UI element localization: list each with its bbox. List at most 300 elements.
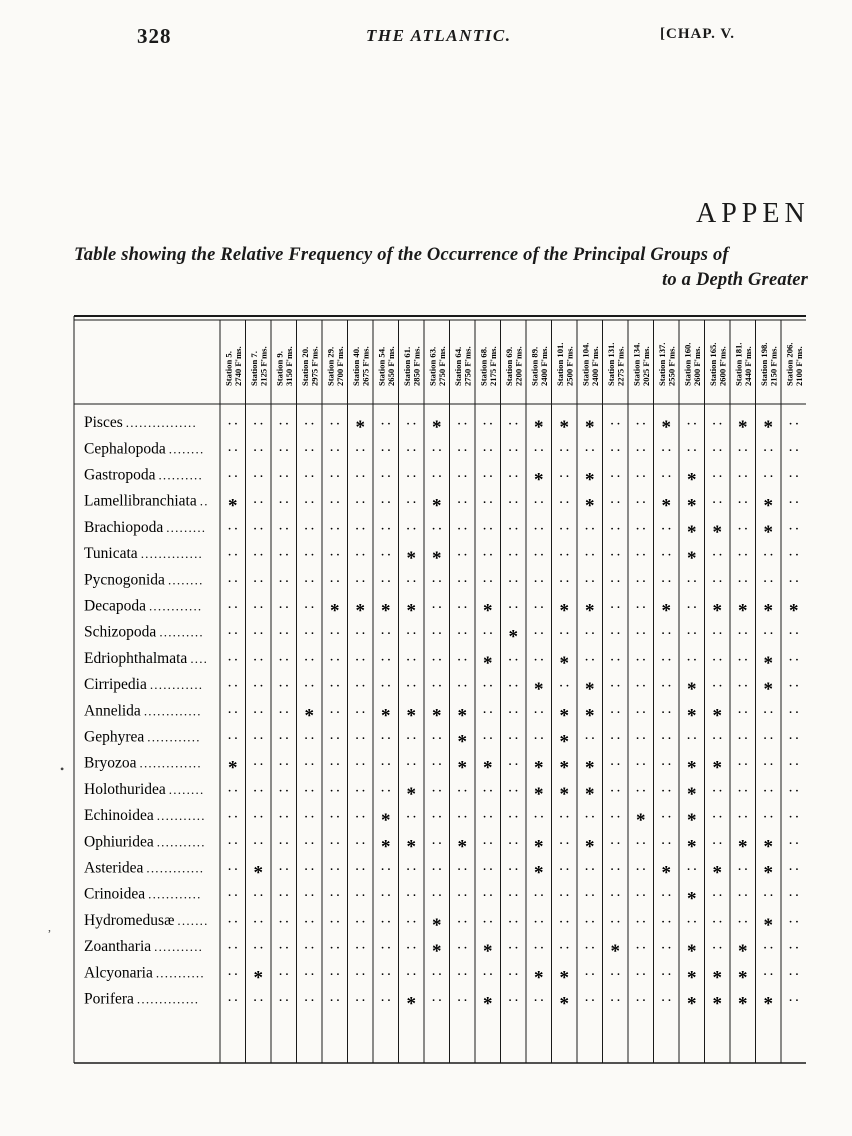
absence-dots: · · (788, 942, 799, 955)
absence-dots: · · (380, 627, 391, 640)
absence-dots: · · (635, 706, 646, 719)
absence-dots: · · (482, 863, 493, 876)
absence-dots: · · (788, 811, 799, 824)
absence-dots: · · (584, 522, 595, 535)
absence-dots: · · (635, 680, 646, 693)
leader-dots: .......... (158, 467, 203, 483)
absence-dots: · · (712, 575, 723, 588)
absence-dots: · · (355, 915, 366, 928)
occurrence-star: * (534, 469, 544, 491)
absence-dots: · · (584, 444, 595, 457)
absence-dots: · · (559, 889, 570, 902)
leader-dots: ............ (148, 598, 203, 614)
row-group-label: Decapoda (84, 597, 146, 615)
absence-dots: · · (661, 680, 672, 693)
occurrence-star: * (559, 705, 569, 727)
absence-dots: · · (329, 522, 340, 535)
absence-dots: · · (482, 522, 493, 535)
absence-dots: · · (355, 444, 366, 457)
station-depth: 2200 F'ms. (513, 346, 524, 386)
leader-dots: ........ (168, 441, 205, 457)
absence-dots: · · (482, 627, 493, 640)
leader-dots: ........ (167, 572, 204, 588)
absence-dots: · · (431, 601, 442, 614)
absence-dots: · · (380, 470, 391, 483)
absence-dots: · · (227, 653, 238, 666)
absence-dots: · · (559, 496, 570, 509)
absence-dots: · · (737, 915, 748, 928)
absence-dots: · · (380, 680, 391, 693)
absence-dots: · · (329, 680, 340, 693)
absence-dots: · · (355, 863, 366, 876)
absence-dots: · · (253, 444, 264, 457)
absence-dots: · · (508, 732, 519, 745)
occurrence-star: * (687, 548, 697, 570)
absence-dots: · · (635, 470, 646, 483)
absence-dots: · · (584, 942, 595, 955)
absence-dots: · · (431, 444, 442, 457)
occurrence-star: * (661, 600, 671, 622)
absence-dots: · · (304, 522, 315, 535)
absence-dots: · · (584, 653, 595, 666)
occurrence-star: * (534, 783, 544, 805)
absence-dots: · · (610, 680, 621, 693)
absence-dots: · · (380, 968, 391, 981)
occurrence-star: * (687, 705, 697, 727)
absence-dots: · · (737, 889, 748, 902)
absence-dots: · · (278, 863, 289, 876)
absence-dots: · · (406, 732, 417, 745)
absence-dots: · · (508, 915, 519, 928)
occurrence-star: * (712, 705, 722, 727)
occurrence-star: * (738, 836, 748, 858)
absence-dots: · · (457, 811, 468, 824)
absence-dots: · · (304, 758, 315, 771)
absence-dots: · · (355, 496, 366, 509)
absence-dots: · · (304, 627, 315, 640)
absence-dots: · · (788, 837, 799, 850)
absence-dots: · · (482, 496, 493, 509)
absence-dots: · · (227, 968, 238, 981)
absence-dots: · · (635, 863, 646, 876)
station-label: Station 64. (452, 346, 463, 386)
absence-dots: · · (661, 784, 672, 797)
absence-dots: · · (559, 627, 570, 640)
absence-dots: · · (253, 601, 264, 614)
absence-dots: · · (406, 418, 417, 431)
station-depth: 2175 F'ms. (487, 346, 498, 386)
station-label: Station 134. (631, 342, 642, 386)
absence-dots: · · (661, 968, 672, 981)
occurrence-star: * (763, 652, 773, 674)
absence-dots: · · (278, 575, 289, 588)
station-depth: 2675 F'ms. (360, 346, 371, 386)
margin-mark: • (60, 762, 65, 776)
absence-dots: · · (737, 549, 748, 562)
row-group-label: Annelida (84, 702, 141, 720)
absence-dots: · · (278, 470, 289, 483)
absence-dots: · · (712, 680, 723, 693)
absence-dots: · · (329, 627, 340, 640)
absence-dots: · · (737, 732, 748, 745)
occurrence-star: * (406, 783, 416, 805)
occurrence-star: * (559, 600, 569, 622)
absence-dots: · · (763, 968, 774, 981)
absence-dots: · · (737, 627, 748, 640)
absence-dots: · · (304, 915, 315, 928)
absence-dots: · · (304, 601, 315, 614)
absence-dots: · · (278, 811, 289, 824)
station-depth: 2100 F'ms. (793, 346, 804, 386)
station-depth: 2550 F'ms. (666, 346, 677, 386)
occurrence-star: * (534, 836, 544, 858)
absence-dots: · · (355, 549, 366, 562)
station-label: Station 54. (376, 346, 387, 386)
absence-dots: · · (584, 915, 595, 928)
occurrence-star: * (253, 862, 263, 884)
occurrence-star: * (228, 757, 238, 779)
absence-dots: · · (304, 863, 315, 876)
absence-dots: · · (457, 575, 468, 588)
absence-dots: · · (610, 522, 621, 535)
absence-dots: · · (635, 418, 646, 431)
absence-dots: · · (355, 968, 366, 981)
absence-dots: · · (533, 444, 544, 457)
absence-dots: · · (406, 496, 417, 509)
occurrence-star: * (457, 731, 467, 753)
occurrence-star: * (763, 521, 773, 543)
occurrence-star: * (687, 836, 697, 858)
table-caption-line-2: to a Depth Greater (662, 270, 808, 290)
absence-dots: · · (686, 601, 697, 614)
absence-dots: · · (329, 732, 340, 745)
absence-dots: · · (304, 889, 315, 902)
absence-dots: · · (686, 444, 697, 457)
absence-dots: · · (431, 837, 442, 850)
absence-dots: · · (482, 575, 493, 588)
absence-dots: · · (329, 837, 340, 850)
absence-dots: · · (737, 706, 748, 719)
absence-dots: · · (788, 994, 799, 1007)
occurrence-star: * (687, 495, 697, 517)
absence-dots: · · (712, 732, 723, 745)
absence-dots: · · (533, 994, 544, 1007)
absence-dots: · · (278, 444, 289, 457)
occurrence-star: * (406, 705, 416, 727)
occurrence-star: * (610, 941, 620, 963)
absence-dots: · · (406, 889, 417, 902)
absence-dots: · · (406, 863, 417, 876)
station-label: Station 181. (733, 342, 744, 386)
absence-dots: · · (559, 863, 570, 876)
absence-dots: · · (635, 758, 646, 771)
absence-dots: · · (661, 522, 672, 535)
absence-dots: · · (533, 496, 544, 509)
absence-dots: · · (635, 627, 646, 640)
absence-dots: · · (610, 706, 621, 719)
occurrence-star: * (432, 417, 442, 439)
station-depth: 2500 F'ms. (564, 346, 575, 386)
absence-dots: · · (712, 549, 723, 562)
absence-dots: · · (661, 706, 672, 719)
absence-dots: · · (763, 784, 774, 797)
absence-dots: · · (508, 522, 519, 535)
absence-dots: · · (380, 444, 391, 457)
absence-dots: · · (584, 575, 595, 588)
absence-dots: · · (355, 522, 366, 535)
absence-dots: · · (788, 496, 799, 509)
row-group-label: Cirripedia (84, 676, 147, 694)
station-label: Station 29. (325, 346, 336, 386)
occurrence-star: * (763, 836, 773, 858)
running-title: THE ATLANTIC. (366, 26, 512, 45)
station-depth: 2400 F'ms. (538, 346, 549, 386)
absence-dots: · · (355, 575, 366, 588)
leader-dots: ............. (143, 703, 202, 719)
absence-dots: · · (227, 942, 238, 955)
absence-dots: · · (686, 915, 697, 928)
leader-dots: .............. (140, 546, 203, 562)
absence-dots: · · (304, 784, 315, 797)
occurrence-star: * (585, 783, 595, 805)
absence-dots: · · (584, 994, 595, 1007)
absence-dots: · · (482, 915, 493, 928)
absence-dots: · · (380, 549, 391, 562)
absence-dots: · · (227, 418, 238, 431)
row-group-label: Schizopoda (84, 623, 157, 641)
absence-dots: · · (482, 784, 493, 797)
absence-dots: · · (380, 732, 391, 745)
row-group-label: Zoantharia (84, 938, 152, 956)
absence-dots: · · (278, 784, 289, 797)
leader-dots: .... (190, 650, 209, 666)
absence-dots: · · (227, 706, 238, 719)
occurrence-star: * (763, 417, 773, 439)
leader-dots: ................ (125, 415, 197, 431)
station-depth: 2740 F'ms. (232, 346, 243, 386)
absence-dots: · · (278, 601, 289, 614)
occurrence-star: * (738, 600, 748, 622)
table-caption-line-1: Table showing the Relative Frequency of the Occurrence of the Principal Groups of (74, 245, 729, 265)
station-depth: 2150 F'ms. (768, 346, 779, 386)
absence-dots: · · (406, 680, 417, 693)
occurrence-star: * (330, 600, 340, 622)
absence-dots: · · (763, 549, 774, 562)
absence-dots: · · (610, 915, 621, 928)
absence-dots: · · (737, 811, 748, 824)
occurrence-star: * (738, 941, 748, 963)
absence-dots: · · (635, 444, 646, 457)
absence-dots: · · (712, 837, 723, 850)
row-group-label: Cephalopoda (84, 440, 166, 458)
occurrence-star: * (432, 548, 442, 570)
absence-dots: · · (788, 915, 799, 928)
absence-dots: · · (482, 418, 493, 431)
occurrence-star: * (738, 967, 748, 989)
absence-dots: · · (610, 470, 621, 483)
station-label: Station 89. (529, 346, 540, 386)
occurrence-star: * (585, 417, 595, 439)
absence-dots: · · (610, 837, 621, 850)
row-group-label: Echinoidea (84, 807, 154, 825)
station-label: Station 20. (299, 346, 310, 386)
absence-dots: · · (508, 496, 519, 509)
absence-dots: · · (737, 680, 748, 693)
absence-dots: · · (533, 627, 544, 640)
station-depth: 2600 F'ms. (691, 346, 702, 386)
absence-dots: · · (559, 942, 570, 955)
absence-dots: · · (253, 758, 264, 771)
station-label: Station 160. (682, 342, 693, 386)
absence-dots: · · (406, 758, 417, 771)
absence-dots: · · (763, 575, 774, 588)
leader-dots: ............ (148, 886, 202, 902)
occurrence-star: * (585, 705, 595, 727)
row-group-label: Holothuridea (84, 780, 166, 798)
absence-dots: · · (635, 968, 646, 981)
absence-dots: · · (661, 549, 672, 562)
station-label: Station 40. (350, 346, 361, 386)
absence-dots: · · (686, 732, 697, 745)
occurrence-star: * (304, 705, 314, 727)
leader-dots: ............ (147, 729, 201, 745)
occurrence-star: * (687, 967, 697, 989)
appendix-heading: APPEN (696, 198, 810, 229)
absence-dots: · · (329, 915, 340, 928)
absence-dots: · · (457, 653, 468, 666)
occurrence-star: * (559, 967, 569, 989)
absence-dots: · · (763, 889, 774, 902)
station-label: Station 5. (223, 351, 234, 386)
absence-dots: · · (253, 575, 264, 588)
absence-dots: · · (737, 470, 748, 483)
leader-dots: ....... (177, 912, 209, 928)
absence-dots: · · (508, 811, 519, 824)
station-depth: 2025 F'ms. (640, 346, 651, 386)
occurrence-star: * (763, 914, 773, 936)
station-depth: 2440 F'ms. (742, 346, 753, 386)
absence-dots: · · (406, 522, 417, 535)
occurrence-star: * (763, 862, 773, 884)
absence-dots: · · (788, 758, 799, 771)
absence-dots: · · (457, 444, 468, 457)
absence-dots: · · (635, 575, 646, 588)
absence-dots: · · (406, 942, 417, 955)
absence-dots: · · (304, 942, 315, 955)
row-group-label: Bryozoa (84, 754, 137, 772)
absence-dots: · · (431, 680, 442, 693)
row-group-label: Crinoidea (84, 885, 146, 903)
station-depth: 2750 F'ms. (436, 346, 447, 386)
station-depth: 2125 F'ms. (258, 346, 269, 386)
station-label: Station 101. (554, 342, 565, 386)
absence-dots: · · (329, 811, 340, 824)
absence-dots: · · (457, 601, 468, 614)
absence-dots: · · (635, 942, 646, 955)
absence-dots: · · (737, 496, 748, 509)
absence-dots: · · (559, 575, 570, 588)
absence-dots: · · (304, 444, 315, 457)
absence-dots: · · (304, 653, 315, 666)
absence-dots: · · (304, 549, 315, 562)
absence-dots: · · (610, 601, 621, 614)
absence-dots: · · (406, 470, 417, 483)
absence-dots: · · (763, 627, 774, 640)
absence-dots: · · (584, 732, 595, 745)
absence-dots: · · (788, 653, 799, 666)
absence-dots: · · (227, 994, 238, 1007)
absence-dots: · · (788, 680, 799, 693)
absence-dots: · · (227, 837, 238, 850)
absence-dots: · · (278, 942, 289, 955)
absence-dots: · · (329, 784, 340, 797)
absence-dots: · · (457, 994, 468, 1007)
occurrence-star: * (432, 914, 442, 936)
row-group-label: Asteridea (84, 859, 144, 877)
leader-dots: .. (199, 493, 209, 509)
occurrence-star: * (228, 495, 238, 517)
row-group-label: Pycnogonida (84, 571, 165, 589)
absence-dots: · · (508, 418, 519, 431)
absence-dots: · · (431, 811, 442, 824)
leader-dots: ............. (146, 860, 205, 876)
absence-dots: · · (253, 549, 264, 562)
absence-dots: · · (431, 575, 442, 588)
absence-dots: · · (661, 758, 672, 771)
absence-dots: · · (635, 889, 646, 902)
occurrence-star: * (457, 705, 467, 727)
absence-dots: · · (788, 863, 799, 876)
absence-dots: · · (457, 863, 468, 876)
absence-dots: · · (431, 653, 442, 666)
occurrence-star: * (712, 600, 722, 622)
absence-dots: · · (457, 418, 468, 431)
absence-dots: · · (712, 444, 723, 457)
absence-dots: · · (329, 418, 340, 431)
absence-dots: · · (380, 758, 391, 771)
absence-dots: · · (457, 522, 468, 535)
occurrence-star: * (355, 417, 365, 439)
absence-dots: · · (533, 549, 544, 562)
absence-dots: · · (227, 915, 238, 928)
absence-dots: · · (533, 915, 544, 928)
leader-dots: .............. (139, 755, 202, 771)
absence-dots: · · (482, 889, 493, 902)
occurrence-star: * (789, 600, 799, 622)
absence-dots: · · (788, 784, 799, 797)
absence-dots: · · (661, 811, 672, 824)
absence-dots: · · (227, 863, 238, 876)
station-depth: 2650 F'ms. (385, 346, 396, 386)
row-group-label: Gastropoda (84, 466, 156, 484)
absence-dots: · · (380, 942, 391, 955)
occurrence-star: * (636, 810, 646, 832)
absence-dots: · · (635, 653, 646, 666)
occurrence-star: * (559, 993, 569, 1015)
absence-dots: · · (788, 575, 799, 588)
absence-dots: · · (559, 680, 570, 693)
absence-dots: · · (559, 915, 570, 928)
occurrence-star: * (534, 417, 544, 439)
absence-dots: · · (610, 575, 621, 588)
occurrence-star: * (483, 941, 493, 963)
absence-dots: · · (635, 549, 646, 562)
absence-dots: · · (253, 915, 264, 928)
absence-dots: · · (533, 601, 544, 614)
leader-dots: ......... (166, 519, 207, 535)
absence-dots: · · (610, 627, 621, 640)
occurrence-star: * (381, 705, 391, 727)
